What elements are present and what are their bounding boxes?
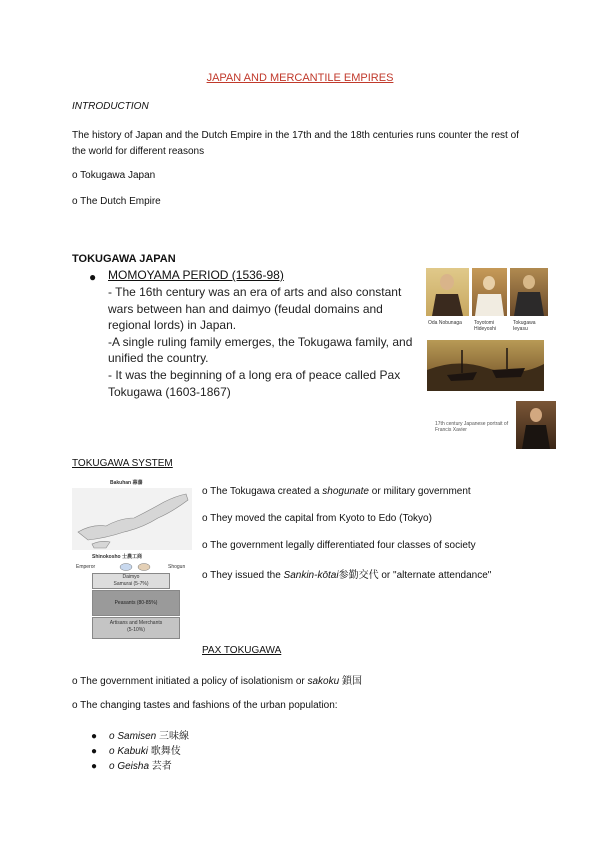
pax-item: o The changing tastes and fashions of the urban population:: [72, 700, 338, 711]
momoyama-line: - The 16th century was an era of arts and also constant wars between han and daimyo (feudal domains and regional lords) in Japan.: [108, 285, 402, 333]
portrait-caption: Oda Nobunaga: [428, 320, 462, 326]
momoyama-line: - It was the beginning of a long era of peace called Pax Tokugawa (1603-1867): [108, 367, 401, 399]
diagram-daimyo: Daimyo: [122, 574, 140, 580]
portrait-ieyasu-image: [510, 268, 548, 316]
nanban-screen-image: [427, 340, 544, 391]
portrait-caption: Toyotomi Hideyoshi: [474, 320, 496, 332]
diagram-emperor: Emperor: [76, 564, 96, 570]
bullet-icon: ●: [91, 761, 98, 772]
intro-item: o The Dutch Empire: [72, 196, 161, 207]
bullet-icon: ●: [91, 746, 98, 757]
diagram-shinokosho: Shinokosho 士農工商: [92, 554, 143, 560]
diagram-peasants-box: Peasants (80-85%): [92, 590, 180, 616]
diagram-shogun: Shogun: [168, 564, 186, 570]
list-item: ● o Samisen 三味線: [91, 731, 190, 742]
system-item: o They moved the capital from Kyoto to Edo (Tokyo): [202, 513, 432, 524]
system-item: o They issued the Sankin-kōtai参勤交代 or "alternate attendance": [202, 570, 492, 581]
intro-item: o Tokugawa Japan: [72, 170, 156, 181]
intro-heading: INTRODUCTION: [72, 101, 149, 112]
pax-item: o The government initiated a policy of isolationism or sakoku 鎖国: [72, 676, 362, 687]
diagram-artisans-pct: (5-10%): [127, 627, 145, 633]
momoyama-body: [108, 284, 413, 400]
diagram-ovals: [118, 563, 152, 572]
system-item: o The Tokugawa created a shogunate or military government: [202, 486, 471, 497]
portrait-caption: Tokugawa Ieyasu: [513, 320, 536, 332]
bullet-icon: ●: [91, 731, 98, 742]
xavier-caption: 17th century Japanese portrait of Francis Xavier: [435, 421, 509, 433]
japan-map-image: [72, 488, 192, 550]
diagram-samurai: Samurai (5-7%): [113, 581, 149, 587]
diagram-samurai-box: [92, 573, 170, 589]
system-item: o The government legally differentiated four classes of society: [202, 540, 476, 551]
diagram-map-label: Bakuhan 幕藩: [110, 480, 143, 486]
list-item: ● o Geisha 芸者: [91, 761, 172, 772]
momoyama-heading: MOMOYAMA PERIOD (1536-98): [108, 268, 284, 282]
pax-heading: PAX TOKUGAWA: [202, 645, 282, 656]
momoyama-line: -A single ruling family emerges, the Tokugawa family, and unified the country.: [108, 334, 413, 366]
diagram-artisans-box: [92, 617, 180, 639]
xavier-portrait-image: [516, 401, 556, 449]
intro-text: The history of Japan and the Dutch Empire in the 17th and the 18th centuries runs counter the rest of the world for different reasons: [72, 130, 519, 157]
list-item: ● o Kabuki 歌舞伎: [91, 746, 181, 757]
page-title: JAPAN AND MERCANTILE EMPIRES: [206, 72, 394, 84]
tokugawa-diagram: [72, 478, 192, 640]
tokugawa-heading: TOKUGAWA JAPAN: [72, 253, 176, 265]
diagram-artisans: Artisans and Merchants: [109, 620, 163, 626]
system-heading: TOKUGAWA SYSTEM: [72, 458, 173, 469]
portrait-oda-image: [426, 268, 469, 316]
bullet-icon: ●: [89, 270, 97, 284]
portrait-hideyoshi-image: [472, 268, 507, 316]
